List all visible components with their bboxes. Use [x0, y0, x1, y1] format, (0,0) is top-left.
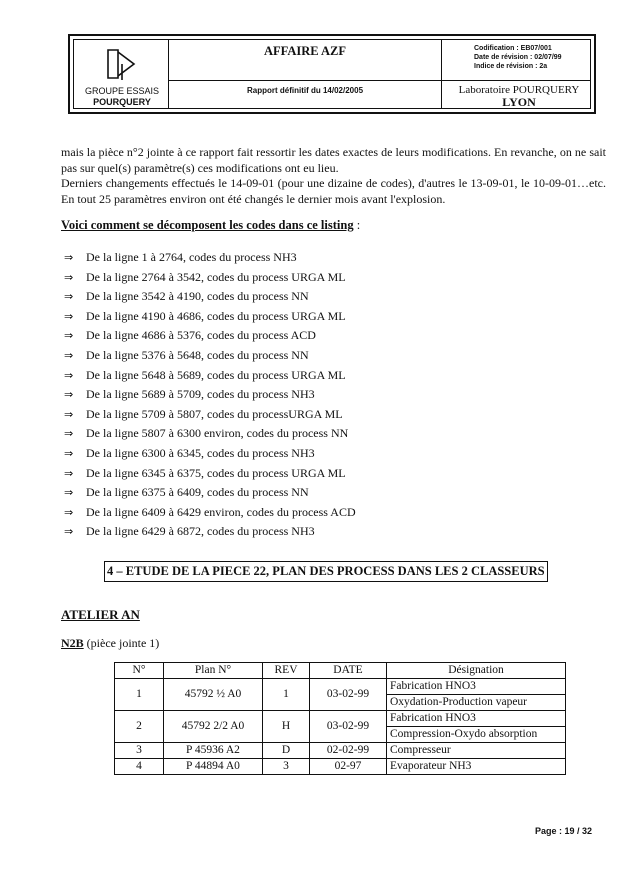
col-header-designation: Désignation — [387, 663, 566, 679]
col-header-date: DATE — [310, 663, 387, 679]
laboratory-block — [444, 84, 594, 109]
col-header-plan: Plan N° — [164, 663, 263, 679]
code-range-text: De la ligne 6300 à 6345, codes du process NH3 — [86, 445, 315, 460]
cell-n: 1 — [115, 679, 164, 711]
designation-line-1: Evaporateur NH3 — [390, 760, 472, 772]
laboratory-city: LYON — [502, 95, 536, 109]
designation-line-2: Compression-Oxydo absorption — [390, 728, 538, 740]
atelier-heading: ATELIER AN — [61, 607, 140, 622]
code-range-text: De la ligne 4190 à 4686, codes du process URGA ML — [86, 308, 346, 323]
revision-index: Indice de révision : 2a — [474, 63, 548, 70]
cell-n: 4 — [115, 759, 164, 775]
code-range-text: De la ligne 5376 à 5648, codes du process NN — [86, 347, 309, 362]
arrow-right-icon: ⇒ — [64, 309, 74, 323]
code-range-text: De la ligne 5807 à 6300 environ, codes du process NN — [86, 426, 349, 441]
list-item — [64, 405, 356, 425]
header-divider — [441, 40, 442, 108]
section-heading: 4 – ETUDE DE LA PIECE 22, PLAN DES PROCESS DANS LES 2 CLASSEURS — [104, 561, 548, 582]
designation-line-1: Fabrication HNO3 — [387, 679, 565, 695]
arrow-right-icon: ⇒ — [64, 446, 74, 460]
arrow-right-icon: ⇒ — [64, 486, 74, 500]
laboratory-name: Laboratoire POURQUERY — [458, 84, 580, 96]
cell-date: 02-97 — [310, 759, 387, 775]
codes-subtitle: Voici comment se décomposent les codes dans ce listing : — [61, 218, 361, 232]
list-item — [64, 248, 356, 268]
paragraph-1: mais la pièce n°2 jointe à ce rapport fait ressortir les dates exactes de leurs modifications. En revanche, on ne sait pas sur quel(s) paramètre(s) ces modifications ont eu lieu. — [61, 145, 606, 175]
logo-line-2: POURQUERY — [93, 97, 151, 107]
list-item — [64, 424, 356, 444]
list-item — [64, 326, 356, 346]
cell-n: 3 — [115, 743, 164, 759]
arrow-right-icon: ⇒ — [64, 388, 74, 402]
cell-rev: 3 — [263, 759, 310, 775]
cell-plan: 45792 ½ A0 — [164, 679, 263, 711]
cell-designation — [387, 743, 566, 759]
list-item — [64, 464, 356, 484]
cell-plan: P 45936 A2 — [164, 743, 263, 759]
page-number: Page : 19 / 32 — [535, 826, 593, 836]
revision-date: Date de révision : 02/07/99 — [474, 54, 562, 61]
company-logo-icon — [104, 46, 138, 82]
cell-rev: H — [263, 711, 310, 743]
code-range-text: De la ligne 5689 à 5709, codes du process NH3 — [86, 387, 315, 402]
list-item — [64, 268, 356, 288]
col-header-rev: REV — [263, 663, 310, 679]
document-header — [68, 34, 596, 114]
code-range-text: De la ligne 3542 à 4190, codes du process NN — [86, 289, 309, 304]
designation-line-1: Compresseur — [390, 744, 451, 756]
table-row — [115, 711, 566, 743]
arrow-right-icon: ⇒ — [64, 270, 74, 284]
cell-plan: P 44894 A0 — [164, 759, 263, 775]
arrow-right-icon: ⇒ — [64, 368, 74, 382]
codification: Codification : EB07/001 — [474, 45, 552, 52]
code-range-text: De la ligne 6429 à 6872, codes du process NH3 — [86, 524, 315, 539]
list-item — [64, 287, 356, 307]
table-row — [115, 759, 566, 775]
code-range-text: De la ligne 1 à 2764, codes du process NH3 — [86, 250, 297, 264]
arrow-right-icon: ⇒ — [64, 525, 74, 539]
designation-line-2: Oxydation-Production vapeur — [390, 696, 528, 708]
arrow-right-icon: ⇒ — [64, 407, 74, 421]
table-row — [115, 679, 566, 711]
list-item — [64, 483, 356, 503]
code-range-text: De la ligne 6375 à 6409, codes du process NN — [86, 485, 309, 500]
col-header-n: N° — [115, 663, 164, 679]
code-range-text: De la ligne 6409 à 6429 environ, codes du process ACD — [86, 504, 356, 519]
cell-plan: 45792 2/2 A0 — [164, 711, 263, 743]
plans-table — [114, 662, 566, 775]
cell-designation — [387, 679, 566, 711]
document-title: AFFAIRE AZF — [263, 44, 347, 58]
cell-rev: D — [263, 743, 310, 759]
report-date: Rapport définitif du 14/02/2005 — [246, 86, 364, 95]
codes-list — [64, 248, 356, 542]
cell-designation — [387, 711, 566, 743]
code-range-text: De la ligne 2764 à 3542, codes du process URGA ML — [86, 269, 346, 284]
list-item — [64, 444, 356, 464]
paragraph-2: Derniers changements effectués le 14-09-01 (pour une dizaine de codes), d'autres le 13-09-01, le 10-09-01…etc. En tout 25 paramètres environ ont été changés le dernier mois avant l'explosion. — [61, 176, 606, 206]
cell-date: 03-02-99 — [310, 711, 387, 743]
list-item — [64, 366, 356, 386]
arrow-right-icon: ⇒ — [64, 427, 74, 441]
code-range-text: De la ligne 5648 à 5689, codes du process URGA ML — [86, 367, 346, 382]
table-row — [115, 743, 566, 759]
codification-block — [474, 44, 562, 71]
code-range-text: De la ligne 4686 à 5376, codes du process ACD — [86, 328, 316, 343]
cell-date: 02-02-99 — [310, 743, 387, 759]
header-inner-frame — [73, 39, 591, 109]
arrow-right-icon: ⇒ — [64, 466, 74, 480]
arrow-right-icon: ⇒ — [64, 290, 74, 304]
list-item — [64, 385, 356, 405]
cell-rev: 1 — [263, 679, 310, 711]
arrow-right-icon: ⇒ — [64, 329, 74, 343]
arrow-right-icon: ⇒ — [64, 505, 74, 519]
list-item — [64, 522, 356, 542]
designation-line-1: Fabrication HNO3 — [387, 711, 565, 727]
n2b-label: N2B (pièce jointe 1) — [61, 636, 160, 650]
table-header-row — [115, 663, 566, 679]
logo-line-1: GROUPE ESSAIS — [84, 86, 160, 96]
code-range-text: De la ligne 6345 à 6375, codes du process URGA ML — [86, 465, 346, 480]
arrow-right-icon: ⇒ — [64, 251, 74, 264]
cell-designation — [387, 759, 566, 775]
list-item — [64, 346, 356, 366]
code-range-text: De la ligne 5709 à 5807, codes du processURGA ML — [86, 406, 343, 421]
cell-n: 2 — [115, 711, 164, 743]
list-item — [64, 503, 356, 523]
arrow-right-icon: ⇒ — [64, 348, 74, 362]
list-item — [64, 307, 356, 327]
header-divider — [168, 80, 590, 81]
cell-date: 03-02-99 — [310, 679, 387, 711]
